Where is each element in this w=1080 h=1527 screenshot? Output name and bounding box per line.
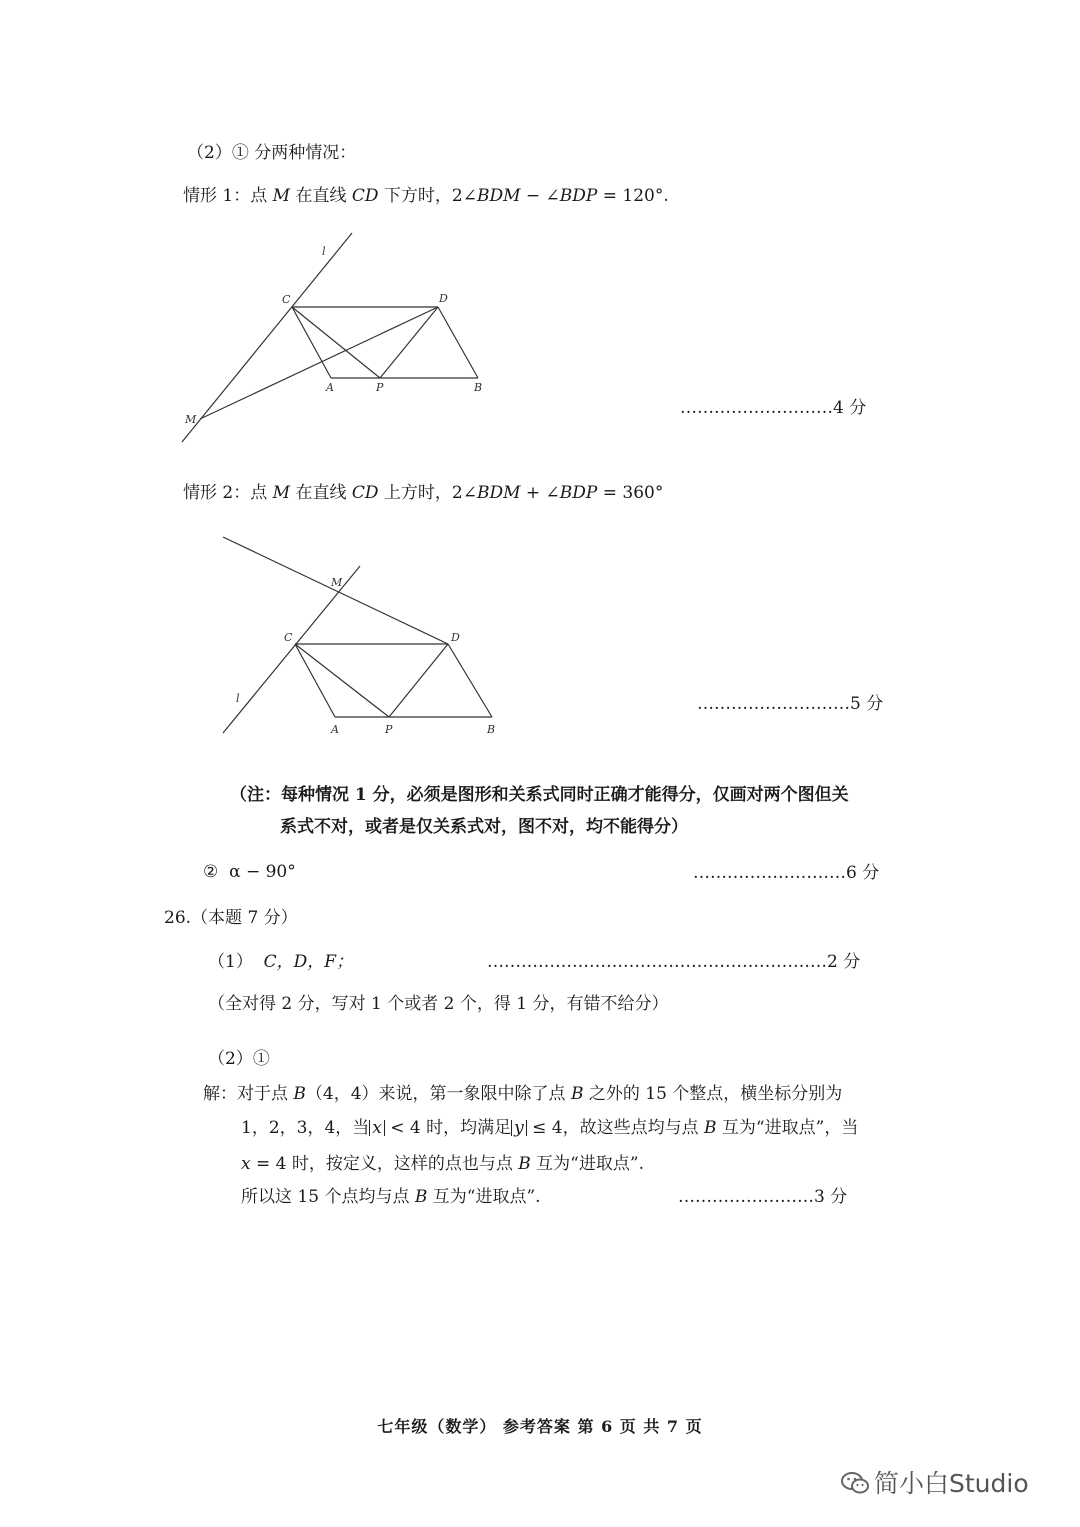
solution-line-4: 所以这 15 个点均与点 B 互为“进取点”.	[241, 1187, 541, 1207]
part2-2-answer: ② α − 90°	[203, 862, 296, 882]
fig2-segment-cp	[295, 644, 389, 717]
fig1-label-m: M	[185, 413, 197, 426]
fig1-segment-dp	[380, 307, 438, 378]
score-5: ………………………5 分	[697, 694, 884, 714]
fig1-label-p: P	[376, 381, 384, 394]
fig1-label-b: B	[474, 381, 483, 394]
fig2-label-m: M	[331, 576, 343, 589]
fig1-segment-dm	[200, 307, 438, 419]
q26-part1-note: （全对得 2 分，写对 1 个或者 2 个，得 1 分，有错不给分）	[208, 994, 669, 1014]
note-line-2: 系式不对，或者是仅关系式对，图不对，均不能得分）	[280, 817, 688, 837]
solution-line-3: x = 4 时，按定义，这样的点也与点 B 互为“进取点”.	[241, 1154, 644, 1174]
fig1-segment-db	[438, 307, 478, 378]
fig1-segment-ca	[292, 307, 331, 378]
q26-header: 26.（本题 7 分）	[164, 908, 298, 928]
score-4: ………………………4 分	[680, 398, 867, 418]
score-6: ………………………6 分	[693, 863, 880, 883]
fig1-label-c: C	[282, 293, 291, 306]
fig1-line-l	[182, 233, 352, 442]
solution-line-1: 解：对于点 B（4，4）来说，第一象限中除了点 B 之外的 15 个整点，横坐标分别为	[203, 1084, 843, 1104]
note-line-1: （注：每种情况 1 分，必须是图形和关系式同时正确才能得分，仅画对两个图但关	[230, 785, 849, 805]
fig2-segment-ca	[295, 644, 335, 717]
fig2-label-p: P	[385, 723, 393, 736]
watermark: 简小白Studio	[840, 1464, 1029, 1500]
fig2-label-d: D	[451, 631, 460, 644]
fig1-label-l: l	[322, 245, 326, 258]
fig2-label-a: A	[331, 723, 339, 736]
fig2-line-l	[223, 566, 360, 733]
fig2-segment-dp	[389, 644, 448, 717]
q26-part2-label: （2）①	[208, 1049, 270, 1069]
fig1-label-d: D	[439, 292, 448, 305]
solution-line-2: 1，2，3，4，当 x < 4 时，均满足 y ≤ 4，故这些点均与点 B 互为“进取点”，当	[241, 1118, 859, 1138]
part2-header: （2）① 分两种情况：	[187, 143, 357, 163]
q26-part1-answer: （1） C，D，F；	[208, 952, 354, 972]
fig1-segment-cp	[292, 307, 380, 378]
case2-statement: 情形 2：点 M 在直线 CD 上方时，2∠BDM + ∠BDP = 360°	[183, 483, 664, 503]
fig2-segment-db	[448, 644, 492, 717]
fig2-label-l: l	[236, 692, 240, 705]
wechat-icon	[840, 1471, 870, 1495]
page-footer: 七年级（数学） 参考答案 第 6 页 共 7 页	[377, 1417, 703, 1436]
case1-statement: 情形 1：点 M 在直线 CD 下方时，2∠BDM − ∠BDP = 120°.	[183, 186, 669, 206]
score-3: ……………………3 分	[678, 1187, 848, 1207]
fig2-label-b: B	[487, 723, 496, 736]
score-2: ……………………………………………………2 分	[487, 952, 861, 972]
fig2-label-c: C	[284, 631, 293, 644]
fig1-label-a: A	[326, 381, 334, 394]
fig2-line-dm	[223, 537, 448, 644]
